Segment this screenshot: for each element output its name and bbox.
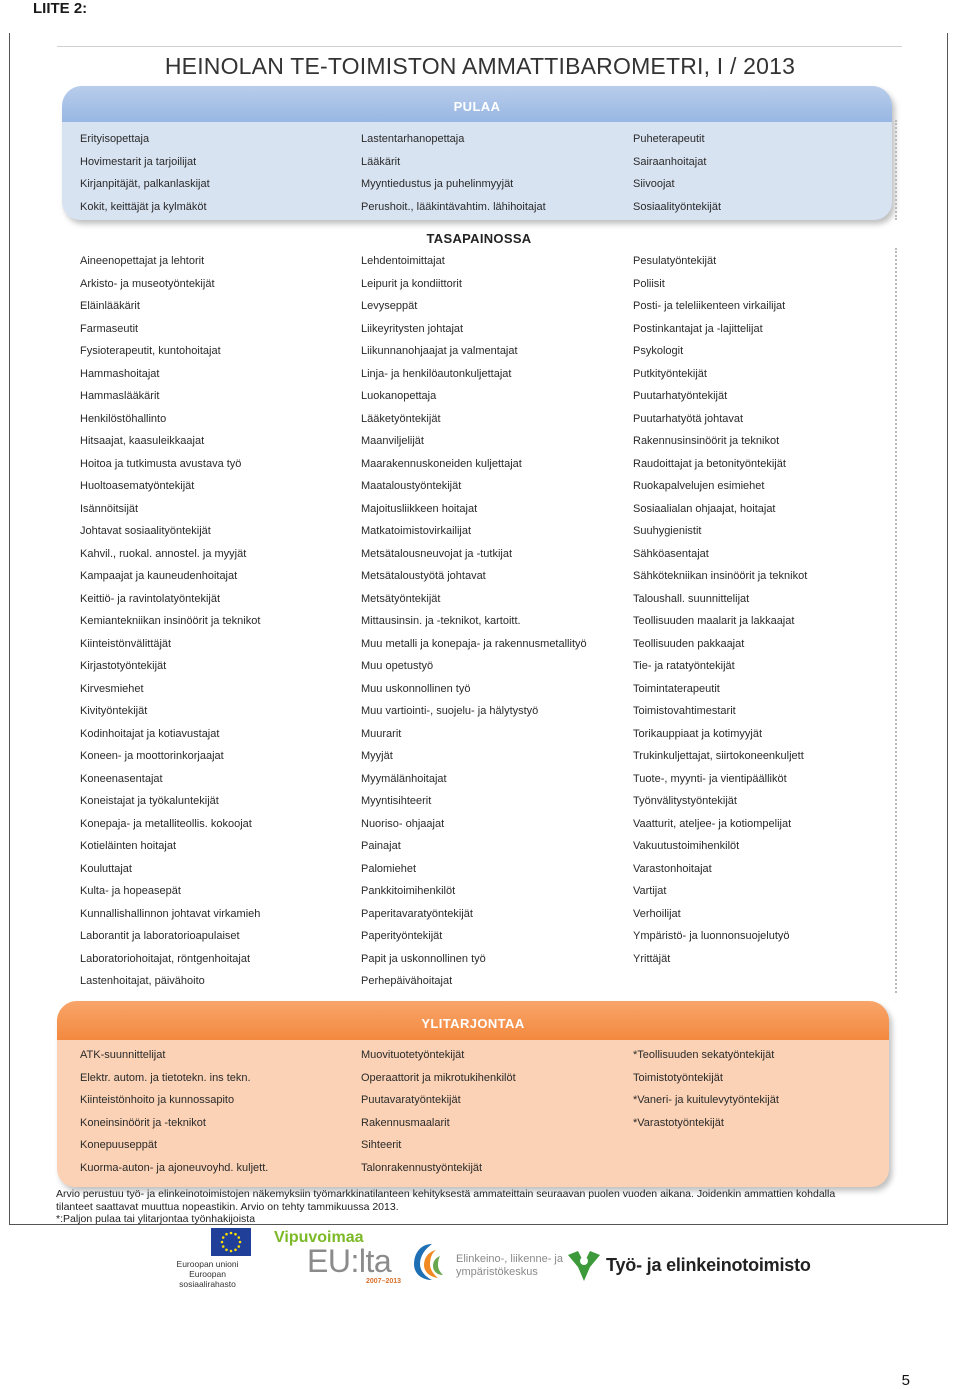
occupation-item: Muu opetustyö <box>361 660 434 672</box>
occupation-item: Johtavat sosiaalityöntekijät <box>80 525 211 537</box>
occupation-item: Maanviljelijät <box>361 435 424 447</box>
occupation-item: Tuote-, myynti- ja vientipäälliköt <box>633 772 787 785</box>
occupation-item: Putkityöntekijät <box>633 367 707 380</box>
ely-logo-line-2: ympäristökeskus <box>456 1266 538 1278</box>
occupation-item: Lehdentoimittajat <box>361 255 445 267</box>
occupation-item: Arkisto- ja museotyöntekijät <box>80 277 215 290</box>
occupation-item: Lastenhoitajat, päivähoito <box>80 975 205 987</box>
occupation-item: Vartijat <box>633 885 667 897</box>
document-title: HEINOLAN TE-TOIMISTON AMMATTIBAROMETRI, I / 2013 <box>164 53 796 79</box>
occupation-item: Yrittäjät <box>633 952 671 965</box>
occupation-item: Kahvil., ruokal. annostel. ja myyjät <box>80 547 247 560</box>
occupation-item: Farmaseutit <box>80 322 139 335</box>
occupation-item: Verhoilijat <box>633 907 681 920</box>
occupation-item: Toimistotyöntekijät <box>633 1071 723 1084</box>
ylitarjontaa-label: YLITARJONTAA <box>421 1016 525 1031</box>
occupation-item: Ympäristö- ja luonnonsuojelutyö <box>633 930 790 942</box>
te-office-logo-icon <box>566 1249 602 1288</box>
page-number: 5 <box>901 1372 910 1389</box>
occupation-item: Muu vartiointi-, suojelu- ja hälytystyö <box>361 705 539 717</box>
occupation-item: Maataloustyöntekijät <box>361 480 462 492</box>
eu-logo-line-1: Euroopan unioni <box>176 1259 239 1269</box>
page-label: LIITE 2: <box>33 0 88 17</box>
eu-flag-icon <box>211 1228 251 1256</box>
pulaa-column-3 <box>633 128 721 218</box>
ylitarjontaa-column-3 <box>633 1044 779 1134</box>
occupation-item: Muovituotetyöntekijät <box>361 1049 465 1061</box>
occupation-item: Paperitavaratyöntekijät <box>361 907 473 920</box>
occupation-item: Taloushall. suunnittelijat <box>633 592 750 605</box>
occupation-item: Kirjastotyöntekijät <box>80 660 167 672</box>
occupation-item: Metsätyöntekijät <box>361 592 441 605</box>
occupation-item: Koneenasentajat <box>80 772 163 785</box>
occupation-item: Keittiö- ja ravintolatyöntekijät <box>80 592 221 605</box>
occupation-item: Rakennusmaalarit <box>361 1116 450 1129</box>
occupation-item: Eläinlääkärit <box>80 300 140 312</box>
occupation-item: Kirjanpitäjät, palkanlaskijat <box>80 178 210 190</box>
occupation-item: Puutarhatyöntekijät <box>633 390 728 402</box>
footnote-line-3: *:Paljon pulaa tai ylitarjontaa työnhakijoista <box>56 1213 256 1225</box>
occupation-item: Papit ja uskonnollinen työ <box>361 952 486 965</box>
occupation-item: Kampaajat ja kauneudenhoitajat <box>80 570 238 582</box>
occupation-item: Puutarhatyötä johtavat <box>633 412 744 425</box>
occupation-item: Hammaslääkärit <box>80 390 160 402</box>
occupation-item: Hoitoa ja tutkimusta avustava työ <box>80 457 242 470</box>
occupation-item: Tie- ja ratatyöntekijät <box>633 660 735 672</box>
occupation-item: Toimintaterapeutit <box>633 682 720 695</box>
occupation-item: Hovimestarit ja tarjoilijat <box>80 155 197 168</box>
occupation-item: Talonrakennustyöntekijät <box>361 1161 483 1174</box>
occupation-item: Majoitusliikkeen hoitajat <box>361 502 478 515</box>
occupation-item: Hammashoitajat <box>80 367 160 380</box>
occupation-item: Hitsaajat, kaasuleikkaajat <box>80 435 205 447</box>
occupation-item: Paperityöntekijät <box>361 930 443 942</box>
tasapainossa-column-2 <box>361 250 587 993</box>
ely-logo-text <box>456 1253 563 1279</box>
pulaa-column-2 <box>361 128 546 218</box>
occupation-item: Raudoittajat ja betonityöntekijät <box>633 457 786 470</box>
occupation-item: Pesulatyöntekijät <box>633 255 717 267</box>
occupation-item: Painajat <box>361 840 401 852</box>
title-rule <box>57 46 902 47</box>
occupation-item: Pankkitoimihenkilöt <box>361 885 456 897</box>
occupation-item: Kulta- ja hopeasepät <box>80 885 181 897</box>
occupation-item: Luokanopettaja <box>361 390 437 402</box>
occupation-item: Työnvälitystyöntekijät <box>633 795 737 807</box>
occupation-item: ATK-suunnittelijat <box>80 1049 166 1061</box>
occupation-item: Rakennusinsinöörit ja teknikot <box>633 435 780 447</box>
occupation-item: Vakuutustoimihenkilöt <box>633 840 740 852</box>
occupation-item: Kouluttajat <box>80 862 132 875</box>
occupation-item: *Vaneri- ja kuitulevytyöntekijät <box>633 1094 779 1106</box>
ely-logo-line-1: Elinkeino-, liikenne- ja <box>456 1253 563 1265</box>
occupation-item: Leipurit ja kondiittorit <box>361 277 462 290</box>
occupation-item: Levyseppät <box>361 300 418 312</box>
eu-logo-text <box>160 1259 255 1289</box>
occupation-item: Teollisuuden maalarit ja lakkaajat <box>633 615 795 627</box>
occupation-item: Mittausinsin. ja -teknikot, kartoitt. <box>361 615 521 627</box>
occupation-item: Varastonhoitajat <box>633 862 712 875</box>
footnote-line-2: tilanteet saattavat muuttua nopeastikin. Arvio on tehty tammikuussa 2013. <box>56 1200 399 1213</box>
tasapainossa-column-1 <box>80 250 260 993</box>
tasapainossa-label: TASAPAINOSSA <box>426 231 532 246</box>
occupation-item: Lääketyöntekijät <box>361 412 441 425</box>
occupation-item: Kiinteistönhoito ja kunnossapito <box>80 1094 235 1106</box>
occupation-item: Myyntisihteerit <box>361 795 432 807</box>
occupation-item: Trukinkuljettajat, siirtokoneenkuljett <box>633 750 804 762</box>
occupation-item: Linja- ja henkilöautonkuljettajat <box>361 367 512 380</box>
occupation-item: Sihteerit <box>361 1139 402 1151</box>
occupation-item: Torikauppiaat ja kotimyyjät <box>633 727 763 740</box>
te-office-logo-text: Työ- ja elinkeinotoimisto <box>606 1255 811 1275</box>
ylitarjontaa-column-1 <box>80 1044 268 1179</box>
occupation-item: Lastentarhanopettaja <box>361 133 465 145</box>
occupation-item: Sairaanhoitajat <box>633 155 707 168</box>
occupation-item: Palomiehet <box>361 862 417 875</box>
footnote <box>56 1188 901 1226</box>
occupation-item: Kirvesmiehet <box>80 682 144 695</box>
occupation-item: Konepuuseppät <box>80 1139 158 1151</box>
eu-logo-line-2: Euroopan sosiaalirahasto <box>179 1269 236 1289</box>
occupation-item: Muurarit <box>361 727 402 740</box>
occupation-item: *Varastotyöntekijät <box>633 1116 724 1129</box>
occupation-item: Kokit, keittäjät ja kylmäköt <box>80 200 207 213</box>
tasapainossa-edge <box>889 248 897 993</box>
occupation-item: Postinkantajat ja -lajittelijat <box>633 322 763 335</box>
occupation-item: Laboratoriohoitajat, röntgenhoitajat <box>80 952 251 965</box>
vipuvoimaa-logo-title: Vipuvoimaa <box>274 1229 364 1246</box>
pulaa-column-1 <box>80 128 210 218</box>
occupation-item: Muu uskonnollinen työ <box>361 682 471 695</box>
occupation-item: Posti- ja teleliikenteen virkailijat <box>633 300 786 312</box>
pulaa-label: PULAA <box>453 99 501 114</box>
occupation-item: Laborantit ja laboratorioapulaiset <box>80 930 240 942</box>
occupation-item: Nuoriso- ohjaajat <box>361 817 445 830</box>
occupation-item: Myyntiedustus ja puhelinmyyjät <box>361 178 514 190</box>
occupation-item: Poliisit <box>633 277 665 290</box>
occupation-item: Sosiaalityöntekijät <box>633 200 722 213</box>
occupation-item: Siivoojat <box>633 178 675 190</box>
occupation-item: Puheterapeutit <box>633 133 705 145</box>
eulta-logo-text: EU:lta <box>307 1243 392 1279</box>
occupation-item: Maarakennuskoneiden kuljettajat <box>361 457 522 470</box>
occupation-item: Kiinteistönvälittäjät <box>80 637 172 650</box>
occupation-item: Henkilöstöhallinto <box>80 412 167 425</box>
occupation-item: Muu metalli ja konepaja- ja rakennusmetallityö <box>361 637 587 650</box>
occupation-item: Konepaja- ja metalliteollis. kokoojat <box>80 817 252 830</box>
ely-logo-icon <box>410 1240 454 1289</box>
occupation-item: Myymälänhoitajat <box>361 772 447 785</box>
occupation-item: Isännöitsijät <box>80 502 139 515</box>
tasapainossa-column-3 <box>633 250 807 970</box>
occupation-item: Ruokapalvelujen esimiehet <box>633 480 765 492</box>
occupation-item: Metsätaloustyötä johtavat <box>361 570 486 582</box>
occupation-item: Aineenopettajat ja lehtorit <box>80 255 205 267</box>
occupation-item: Fysioterapeutit, kuntohoitajat <box>80 345 221 357</box>
occupation-item: Sosiaalialan ohjaajat, hoitajat <box>633 502 776 515</box>
occupation-item: Huoltoasematyöntekijät <box>80 480 195 492</box>
occupation-item: Kodinhoitajat ja kotiavustajat <box>80 727 220 740</box>
occupation-item: Psykologit <box>633 345 684 357</box>
occupation-item: Liikeyritysten johtajat <box>361 322 464 335</box>
occupation-item: Myyjät <box>361 750 393 762</box>
occupation-item: Kuorma-auton- ja ajoneuvoyhd. kuljett. <box>80 1161 269 1174</box>
occupation-item: Perushoit., lääkintävahtim. lähihoitajat <box>361 200 546 213</box>
occupation-item: Kemiantekniikan insinöörit ja teknikot <box>80 615 261 627</box>
occupation-item: *Teollisuuden sekatyöntekijät <box>633 1049 775 1061</box>
occupation-item: Lääkärit <box>361 155 401 168</box>
footnote-line-1: Arvio perustuu työ- ja elinkeinotoimistojen näkemyksiin työmarkkinatilanteen kehityksestä ammateittain seuraavan puolen vuoden aikana. Joidenkin ammattien kohdalla <box>56 1188 836 1200</box>
occupation-item: Kotieläinten hoitajat <box>80 840 177 852</box>
occupation-item: Matkatoimistovirkailijat <box>361 525 472 537</box>
occupation-item: Suuhygienistit <box>633 525 702 537</box>
occupation-item: Teollisuuden pakkaajat <box>633 637 745 650</box>
occupation-item: Toimistovahtimestarit <box>633 705 736 717</box>
occupation-item: Operaattorit ja mikrotukihenkilöt <box>361 1071 516 1084</box>
pulaa-edge <box>889 120 897 220</box>
occupation-item: Elektr. autom. ja tietotekn. ins tekn. <box>80 1071 251 1084</box>
occupation-item: Perhepäivähoitajat <box>361 975 453 987</box>
occupation-item: Koneinsinöörit ja -teknikot <box>80 1116 206 1129</box>
occupation-item: Metsätalousneuvojat ja -tutkijat <box>361 547 513 560</box>
occupation-item: Liikunnanohjaajat ja valmentajat <box>361 345 518 357</box>
occupation-item: Erityisopettaja <box>80 133 150 145</box>
occupation-item: Sähkötekniikan insinöörit ja teknikot <box>633 570 808 582</box>
occupation-item: Puutavaratyöntekijät <box>361 1094 461 1106</box>
occupation-item: Kunnallishallinnon johtavat virkamieh <box>80 907 261 920</box>
ylitarjontaa-column-2 <box>361 1044 516 1179</box>
occupation-item: Vaatturit, ateljee- ja kotiompelijat <box>633 817 792 830</box>
occupation-item: Koneen- ja moottorinkorjaajat <box>80 750 224 762</box>
eulta-logo-years: 2007–2013 <box>366 1278 402 1285</box>
occupation-item: Koneistajat ja työkaluntekijät <box>80 795 219 807</box>
occupation-item: Kivityöntekijät <box>80 705 148 717</box>
occupation-item: Sähköasentajat <box>633 547 709 560</box>
